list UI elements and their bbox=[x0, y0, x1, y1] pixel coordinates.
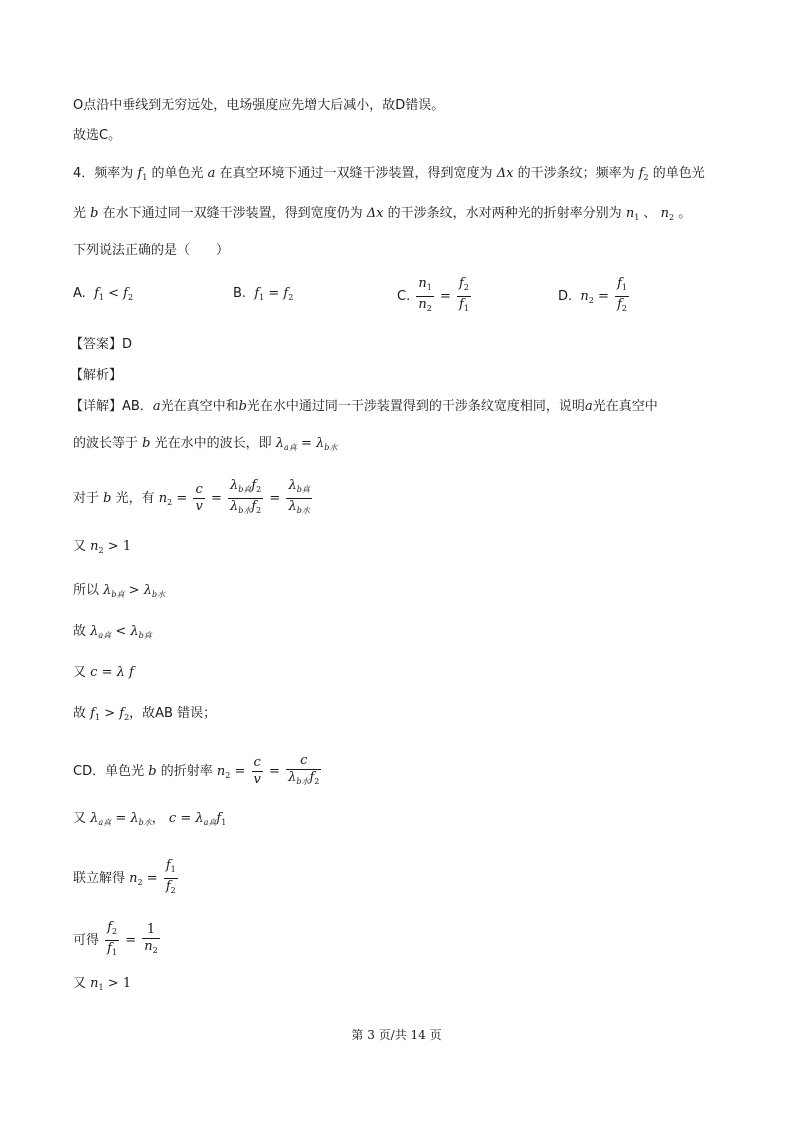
fraction bbox=[193, 482, 204, 515]
math: 1 bbox=[98, 983, 104, 992]
math: n bbox=[418, 276, 427, 291]
option-c bbox=[397, 276, 473, 317]
math: 1 bbox=[621, 283, 627, 292]
text: 故 bbox=[73, 624, 87, 639]
page-footer: 第 3 页/共 14 页 bbox=[351, 1028, 442, 1042]
math: n bbox=[660, 206, 669, 221]
math: > bbox=[107, 976, 119, 991]
math: b水 bbox=[238, 506, 252, 515]
math: f bbox=[165, 858, 171, 873]
math: = bbox=[439, 289, 451, 304]
math: λ bbox=[103, 583, 112, 598]
text: 在水下通过同一双缝干涉装置，得到宽度仍为 bbox=[102, 206, 363, 221]
math: b bbox=[238, 399, 247, 414]
fraction bbox=[286, 478, 311, 519]
math: 1 bbox=[634, 213, 640, 222]
math: 1 bbox=[111, 948, 118, 957]
explanation-line bbox=[73, 753, 323, 790]
math: f bbox=[638, 166, 644, 181]
math: 2 bbox=[152, 946, 158, 955]
math: b水 bbox=[151, 590, 166, 599]
math: b bbox=[90, 206, 99, 221]
option-label: C. bbox=[397, 289, 411, 304]
text: 的干涉条纹；频率为 bbox=[517, 166, 635, 181]
math: b真 bbox=[111, 590, 125, 599]
question-stem-line-2 bbox=[73, 204, 691, 228]
math: b bbox=[103, 491, 112, 506]
math: f bbox=[165, 879, 171, 894]
math: = bbox=[146, 871, 158, 886]
math: f bbox=[617, 276, 622, 291]
math: n bbox=[625, 206, 635, 221]
math: c bbox=[252, 755, 263, 772]
math: f bbox=[283, 286, 289, 301]
math: = bbox=[101, 665, 113, 680]
text-line bbox=[73, 96, 444, 116]
text: 对于 bbox=[73, 491, 100, 506]
math: f bbox=[459, 297, 464, 312]
math: = bbox=[300, 436, 312, 451]
math: > bbox=[128, 583, 140, 598]
math: = bbox=[269, 491, 281, 506]
text: 下列说法正确的是（ ） bbox=[73, 243, 230, 258]
math: n bbox=[90, 539, 99, 554]
math: < bbox=[108, 286, 120, 301]
math: f bbox=[129, 665, 134, 680]
math: c bbox=[193, 482, 204, 499]
math: λ bbox=[143, 583, 152, 598]
analysis-heading bbox=[70, 366, 122, 386]
math: f bbox=[459, 276, 464, 291]
answer: 【答案】D bbox=[70, 337, 133, 352]
math: n bbox=[129, 871, 138, 886]
fraction bbox=[457, 276, 471, 317]
option-label: D. bbox=[558, 289, 573, 304]
text: 又 bbox=[73, 976, 87, 991]
math: 1 bbox=[94, 713, 101, 722]
explanation-line bbox=[73, 663, 134, 683]
math: f bbox=[123, 286, 128, 301]
math: 2 bbox=[124, 713, 130, 722]
explanation-line bbox=[73, 920, 162, 961]
math: λ bbox=[130, 811, 139, 826]
math: 2 bbox=[463, 283, 469, 292]
text: 光 bbox=[73, 206, 87, 221]
math: 2 bbox=[127, 293, 134, 302]
text: 【详解】AB． bbox=[70, 399, 153, 414]
option-a bbox=[73, 282, 133, 310]
text: ， bbox=[151, 811, 165, 826]
fraction bbox=[164, 858, 178, 899]
math: n bbox=[158, 491, 168, 506]
math: 1 bbox=[221, 818, 227, 827]
math: 2 bbox=[170, 886, 176, 895]
math: λ bbox=[288, 770, 297, 785]
explanation-line bbox=[73, 478, 314, 519]
math: b水 bbox=[324, 443, 338, 452]
heading: 【解析】 bbox=[70, 368, 123, 383]
text: 的单色光 bbox=[652, 166, 705, 181]
fraction bbox=[615, 276, 629, 317]
math: 2 bbox=[426, 304, 432, 313]
math: λ bbox=[130, 624, 139, 639]
fraction bbox=[286, 753, 321, 790]
fraction bbox=[142, 922, 159, 959]
text: 所以 bbox=[73, 583, 100, 598]
math: λ bbox=[288, 478, 297, 493]
math: 1 bbox=[98, 293, 104, 302]
math: f bbox=[309, 770, 315, 785]
fraction bbox=[416, 276, 433, 317]
math: f bbox=[251, 478, 257, 493]
text: 。 bbox=[678, 206, 692, 221]
math: n bbox=[90, 976, 99, 991]
math: b水 bbox=[138, 818, 152, 827]
math: a真 bbox=[98, 818, 112, 827]
math: λ bbox=[316, 436, 325, 451]
math: 1 bbox=[463, 304, 469, 313]
math: > bbox=[107, 539, 119, 554]
math: f bbox=[137, 166, 143, 181]
math: λ bbox=[229, 478, 239, 493]
math: a bbox=[207, 166, 216, 181]
option-d bbox=[558, 276, 631, 317]
math: n bbox=[144, 939, 153, 954]
question-stem-line-1 bbox=[73, 164, 705, 188]
explanation-line bbox=[73, 809, 226, 833]
text: 的折射率 bbox=[160, 764, 213, 779]
text: 光在水中通过同一干涉装置得到的干涉条纹宽度相同，说明 bbox=[246, 399, 585, 414]
text: 的干涉条纹，水对两种光的折射率分别为 bbox=[387, 206, 622, 221]
math: a真 bbox=[203, 818, 217, 827]
math: λ bbox=[275, 436, 285, 451]
math: a真 bbox=[284, 443, 297, 452]
math: 2 bbox=[314, 777, 320, 786]
math: b bbox=[148, 764, 157, 779]
math: < bbox=[115, 624, 127, 639]
math: b真 bbox=[296, 485, 310, 494]
sentence: O点沿中垂线到无穷远处，电场强度应先增大后减小，故D错误。 bbox=[73, 98, 445, 113]
math: 2 bbox=[256, 506, 262, 515]
explanation-line bbox=[73, 622, 152, 646]
text: ，故AB 错误； bbox=[129, 706, 217, 721]
explanation-line bbox=[73, 581, 165, 605]
explanation-line bbox=[73, 974, 131, 998]
math: 1 bbox=[426, 283, 432, 292]
math: b水 bbox=[296, 506, 310, 515]
math: f bbox=[251, 499, 257, 514]
math: f bbox=[254, 286, 260, 301]
option-b bbox=[233, 282, 293, 310]
text: 在真空环境下通过一双缝干涉装置，得到宽度为 bbox=[219, 166, 493, 181]
math: 2 bbox=[288, 293, 294, 302]
fraction bbox=[252, 755, 263, 788]
explanation-line bbox=[73, 434, 337, 458]
math: λ bbox=[90, 811, 99, 826]
text: 又 bbox=[73, 665, 87, 680]
math: λ bbox=[229, 499, 239, 514]
math: v bbox=[253, 772, 261, 787]
math: a bbox=[584, 399, 593, 414]
math: c bbox=[286, 753, 321, 770]
explanation-line bbox=[73, 537, 131, 561]
math: f bbox=[107, 920, 112, 935]
math: b水 bbox=[296, 777, 310, 786]
explanation-line bbox=[70, 397, 658, 417]
math: = bbox=[598, 289, 609, 304]
math: c bbox=[168, 811, 177, 826]
math: 2 bbox=[256, 485, 262, 494]
math: 2 bbox=[588, 296, 594, 305]
math: v bbox=[195, 499, 203, 514]
math: n bbox=[216, 764, 226, 779]
math: f bbox=[216, 811, 222, 826]
text: 4．频率为 bbox=[73, 166, 134, 181]
math: 1 bbox=[142, 922, 159, 939]
text: 、 bbox=[643, 206, 657, 221]
text: CD．单色光 bbox=[73, 764, 145, 779]
math: 1 bbox=[259, 293, 265, 302]
sentence: 故选C。 bbox=[73, 128, 122, 143]
math: b真 bbox=[238, 485, 252, 494]
explanation-line bbox=[73, 704, 216, 728]
text: 光在真空中和 bbox=[160, 399, 239, 414]
text: 光在真空中 bbox=[592, 399, 658, 414]
math: = bbox=[180, 811, 192, 826]
math: n bbox=[580, 289, 589, 304]
math: b bbox=[142, 436, 151, 451]
answer-line bbox=[70, 335, 132, 355]
text: 联立解得 bbox=[73, 871, 126, 886]
text: 故 bbox=[73, 706, 87, 721]
math: = bbox=[210, 491, 222, 506]
math: 2 bbox=[98, 546, 104, 555]
text: 又 bbox=[73, 811, 87, 826]
math: 1 bbox=[142, 173, 148, 182]
text: 的波长等于 bbox=[73, 436, 139, 451]
math: 2 bbox=[668, 213, 675, 222]
text-line bbox=[73, 126, 121, 146]
math: λ bbox=[90, 624, 99, 639]
math: 1 bbox=[122, 539, 132, 554]
math: a真 bbox=[98, 631, 112, 640]
math: 1 bbox=[122, 976, 132, 991]
math: 2 bbox=[137, 878, 143, 887]
explanation-line bbox=[73, 858, 180, 899]
text: 光，有 bbox=[115, 491, 155, 506]
math: f bbox=[617, 297, 622, 312]
math: 2 bbox=[167, 498, 173, 507]
math: c bbox=[90, 665, 98, 680]
math: 2 bbox=[643, 173, 649, 182]
math: λ bbox=[116, 665, 125, 680]
math: λ bbox=[288, 499, 297, 514]
math: = bbox=[268, 286, 280, 301]
math: n bbox=[418, 297, 427, 312]
text: 的单色光 bbox=[151, 166, 204, 181]
math: f bbox=[119, 706, 125, 721]
math: = bbox=[125, 933, 137, 948]
math: a bbox=[152, 399, 161, 414]
math: = bbox=[115, 811, 127, 826]
math: λ bbox=[195, 811, 204, 826]
math: 1 bbox=[170, 865, 176, 874]
math: = bbox=[176, 491, 188, 506]
math: 2 bbox=[621, 304, 627, 313]
math: 2 bbox=[225, 771, 231, 780]
option-label: B. bbox=[233, 286, 247, 301]
math: Δx bbox=[366, 206, 384, 221]
text: 又 bbox=[73, 539, 87, 554]
math: Δx bbox=[496, 166, 514, 181]
math: f bbox=[90, 706, 95, 721]
math: f bbox=[107, 941, 112, 956]
fraction bbox=[105, 920, 119, 961]
fraction bbox=[228, 478, 263, 519]
math: 2 bbox=[111, 927, 118, 936]
option-label: A. bbox=[73, 286, 86, 301]
question-stem-line-3 bbox=[73, 241, 229, 261]
text: 可得 bbox=[73, 933, 100, 948]
text: 光在水中的波长，即 bbox=[154, 436, 272, 451]
math: = bbox=[269, 764, 280, 779]
math: = bbox=[234, 764, 246, 779]
math: f bbox=[94, 286, 99, 301]
math: b真 bbox=[138, 631, 152, 640]
math: > bbox=[104, 706, 116, 721]
